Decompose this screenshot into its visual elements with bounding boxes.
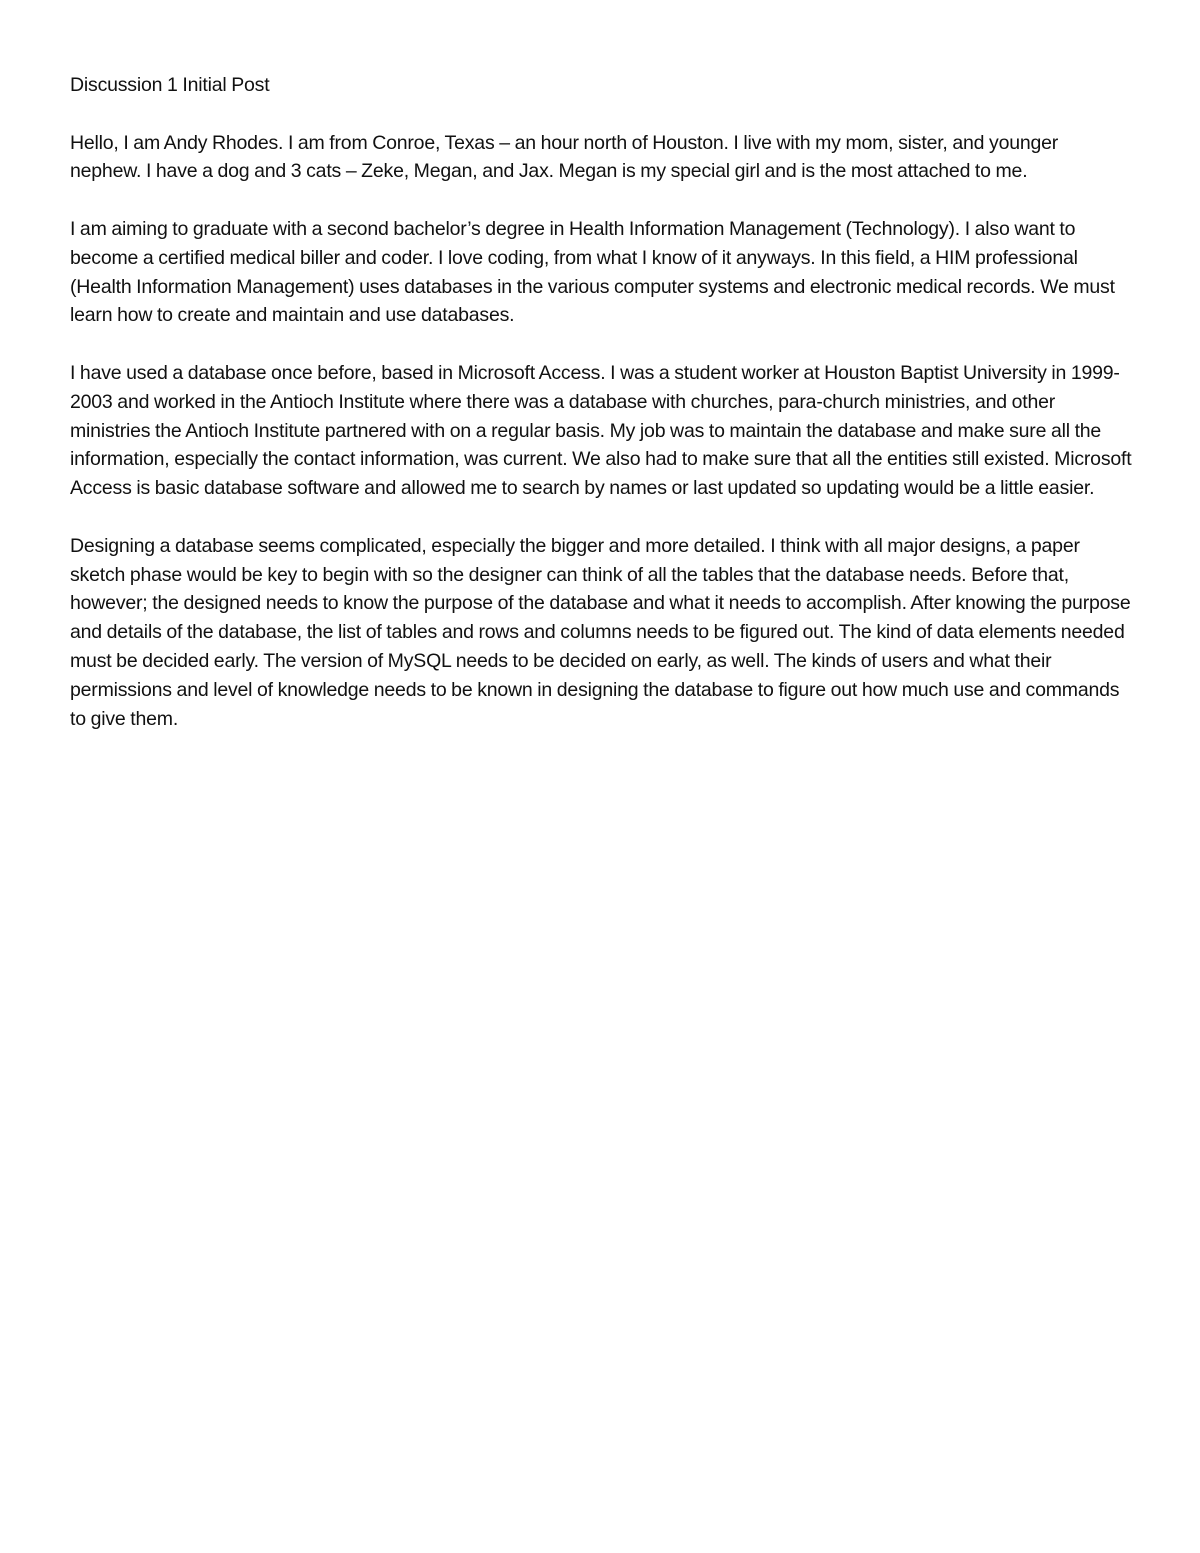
paragraph-database-design: Designing a database seems complicated, especially the bigger and more detailed. I think with all major designs, a paper sketch phase would be key to begin with so the designer can think of all the tables that the database needs. Before that, however; the designed needs to know the purpose of the database and what it needs to accomplish. After knowing the purpose and details of the database, the list of tables and rows and columns needs to be figured out. The kind of data elements needed must be decided early. The version of MySQL needs to be decided on early, as well. The kinds of users and what their permissions and level of knowledge needs to be known in designing the database to figure out how much use and commands to give them.	[70, 534, 1131, 730]
paragraph-degree-goals: I am aiming to graduate with a second bachelor’s degree in Health Information Management (Technology). I also want to become a certified medical biller and coder. I love coding, from what I know of it anyways. In this field, a HIM professional (Health Information Management) uses databases in the various computer systems and electronic medical records. We must learn how to create and maintain and use databases.	[70, 217, 1115, 327]
paragraph-introduction: Hello, I am Andy Rhodes. I am from Conroe, Texas – an hour north of Houston. I live with my mom, sister, and younger nephew. I have a dog and 3 cats – Zeke, Megan, and Jax. Megan is my special girl and is the most attached to me.	[70, 131, 1059, 183]
document-body	[70, 71, 1132, 762]
paragraph-database-experience: I have used a database once before, based in Microsoft Access. I was a student worker at Houston Baptist University in 1999-2003 and worked in the Antioch Institute where there was a database with churches, para-church ministries, and other ministries the Antioch Institute partnered with on a regular basis. My job was to maintain the database and make sure all the information, especially the contact information, was current. We also had to make sure that all the entities still existed. Microsoft Access is basic database software and allowed me to search by names or last updated so updating would be a little easier.	[70, 361, 1132, 500]
document-title: Discussion 1 Initial Post	[70, 74, 270, 96]
